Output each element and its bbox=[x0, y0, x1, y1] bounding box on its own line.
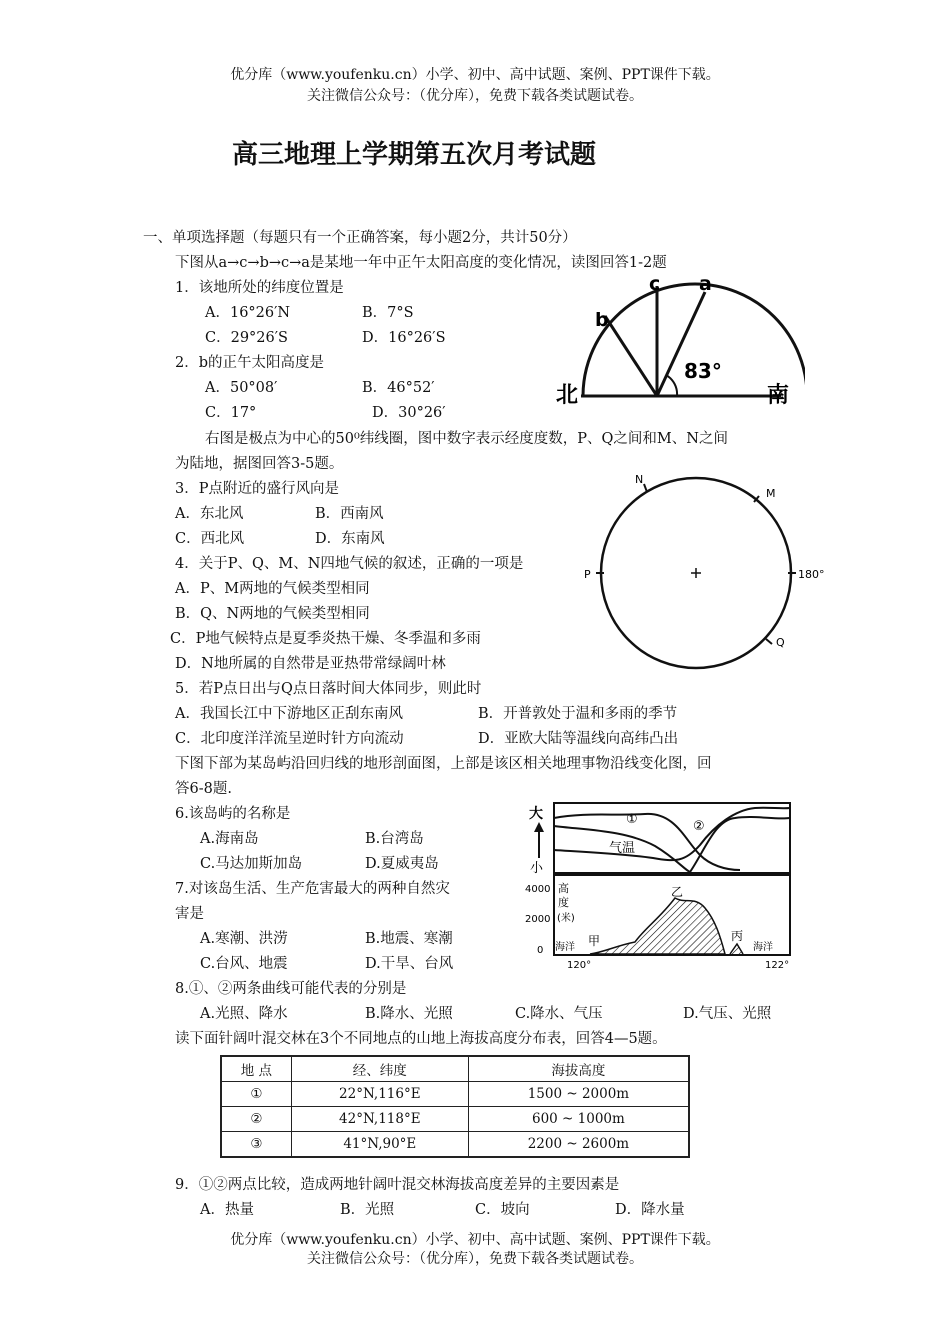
sun-altitude-figure bbox=[545, 270, 805, 415]
intro-3b: 答6-8题. bbox=[175, 781, 232, 797]
tick-q bbox=[766, 639, 772, 644]
q4-option-b: B．Q、N两地的气候类型相同 bbox=[175, 606, 370, 622]
q6-stem: 6.该岛屿的名称是 bbox=[175, 806, 291, 822]
label-b: b bbox=[595, 309, 609, 331]
label-south: 南 bbox=[767, 383, 790, 408]
label-ocean-left: 海洋 bbox=[555, 942, 575, 953]
page-title: 高三地理上学期第五次月考试题 bbox=[232, 140, 597, 170]
q9-option-b: B．光照 bbox=[340, 1202, 395, 1218]
tick-n bbox=[644, 484, 647, 492]
label-temp: 气温 bbox=[609, 841, 636, 856]
q5-stem: 5．若P点日出与Q点日落时间大体同步，则此时 bbox=[175, 681, 482, 697]
q5-option-a: A．我国长江中下游地区正刮东南风 bbox=[175, 706, 403, 722]
q1-option-a: A．16°26′N bbox=[205, 305, 291, 321]
label-north: 北 bbox=[556, 383, 579, 408]
q8-option-d: D.气压、光照 bbox=[683, 1006, 772, 1022]
label-unit: (米) bbox=[557, 913, 575, 924]
label-n: N bbox=[635, 473, 644, 486]
label-122: 122° bbox=[765, 960, 790, 971]
q3-stem: 3．P点附近的盛行风向是 bbox=[175, 481, 339, 497]
forest-altitude-table bbox=[220, 1055, 690, 1158]
label-yi: 乙 bbox=[671, 885, 684, 899]
q2-option-d: D．30°26′ bbox=[372, 405, 446, 421]
q4-stem: 4．关于P、Q、M、N四地气候的叙述，正确的一项是 bbox=[175, 556, 524, 572]
tick-2000: 2000 bbox=[525, 914, 551, 925]
table-header-cell: 海拔高度 bbox=[468, 1056, 689, 1082]
header-line-1: 优分库（www.youfenku.cn）小学、初中、高中试题、案例、PPT课件下载。 bbox=[230, 67, 720, 83]
q5-option-b: B．开普敦处于温和多雨的季节 bbox=[478, 706, 678, 722]
q9-option-a: A．热量 bbox=[200, 1202, 254, 1218]
angle-arc bbox=[666, 375, 677, 396]
intro-2a: 右图是极点为中心的50⁰纬线圈，图中数字表示经度度数，P、Q之间和M、N之间 bbox=[205, 431, 728, 447]
table-header-cell: 经、纬度 bbox=[291, 1056, 468, 1082]
label-jia: 甲 bbox=[588, 934, 601, 948]
q6-option-a: A.海南岛 bbox=[200, 831, 259, 847]
table-cell: ① bbox=[221, 1082, 291, 1107]
q3-option-b: B．西南风 bbox=[315, 506, 384, 522]
label-small: 小 bbox=[530, 861, 544, 876]
q6-option-b: B.台湾岛 bbox=[365, 831, 424, 847]
table-row bbox=[221, 1132, 689, 1158]
q2-option-c: C．17° bbox=[205, 405, 257, 421]
q7-stem-1: 7.对该岛生活、生产危害最大的两种自然灾 bbox=[175, 881, 450, 897]
label-m: M bbox=[766, 487, 776, 500]
label-alt: 高 bbox=[558, 882, 569, 895]
q4-option-d: D．N地所属的自然带是亚热带常绿阔叶林 bbox=[175, 656, 446, 672]
tick-0: 0 bbox=[537, 945, 544, 956]
q3-option-c: C．西北风 bbox=[175, 531, 245, 547]
footer-line-1: 优分库（www.youfenku.cn）小学、初中、高中试题、案例、PPT课件下载。 bbox=[230, 1232, 720, 1248]
small-hill bbox=[730, 944, 743, 954]
label-ocean-right: 海洋 bbox=[753, 942, 773, 953]
intro-4: 读下面针阔叶混交林在3个不同地点的山地上海拔高度分布表，回答4—5题。 bbox=[175, 1031, 667, 1047]
label-c: c bbox=[649, 273, 661, 295]
island-profile-figure bbox=[525, 800, 795, 972]
header-line-2: 关注微信公众号：（优分库），免费下载各类试题试卷。 bbox=[307, 88, 643, 104]
table-cell: 600 ~ 1000m bbox=[468, 1107, 689, 1132]
q8-option-c: C.降水、气压 bbox=[515, 1006, 603, 1022]
q8-stem: 8.①、②两条曲线可能代表的分别是 bbox=[175, 981, 407, 997]
ray-b bbox=[605, 316, 657, 396]
table-cell: 42°N,118°E bbox=[291, 1107, 468, 1132]
table-cell: ② bbox=[221, 1107, 291, 1132]
table-header-cell: 地 点 bbox=[221, 1056, 291, 1082]
q8-option-a: A.光照、降水 bbox=[200, 1006, 288, 1022]
tick-4000: 4000 bbox=[525, 884, 551, 895]
q7-option-d: D.干旱、台风 bbox=[365, 956, 454, 972]
q1-option-d: D．16°26′S bbox=[362, 330, 446, 346]
q6-option-d: D.夏威夷岛 bbox=[365, 856, 439, 872]
table-row bbox=[221, 1082, 689, 1107]
section-heading: 一、单项选择题（每题只有一个正确答案，每小题2分，共计50分） bbox=[143, 230, 577, 246]
arrow-up-icon bbox=[534, 822, 544, 832]
q9-stem: 9．①②两点比较，造成两地针阔叶混交林海拔高度差异的主要因素是 bbox=[175, 1177, 620, 1193]
q3-option-d: D．东南风 bbox=[315, 531, 385, 547]
curve-2 bbox=[554, 817, 790, 872]
label-p: P bbox=[584, 568, 591, 581]
label-curve-1: ① bbox=[626, 812, 638, 827]
island-profile bbox=[590, 898, 725, 954]
label-deg: 度 bbox=[558, 896, 569, 909]
label-120: 120° bbox=[567, 960, 592, 971]
table-cell: ③ bbox=[221, 1132, 291, 1158]
q9-option-c: C．坡向 bbox=[475, 1202, 530, 1218]
table-cell: 2200 ~ 2600m bbox=[468, 1132, 689, 1158]
label-angle: 83° bbox=[684, 359, 722, 383]
q7-option-a: A.寒潮、洪涝 bbox=[200, 931, 288, 947]
upper-panel bbox=[554, 803, 790, 873]
q2-option-b: B．46°52′ bbox=[362, 380, 435, 396]
q5-option-d: D．亚欧大陆等温线向高纬凸出 bbox=[478, 731, 679, 747]
label-a: a bbox=[699, 273, 712, 295]
q2-option-a: A．50°08′ bbox=[205, 380, 278, 396]
latitude-circle-figure bbox=[580, 470, 830, 680]
label-q: Q bbox=[776, 636, 785, 649]
q3-option-a: A．东北风 bbox=[175, 506, 244, 522]
table-cell: 1500 ~ 2000m bbox=[468, 1082, 689, 1107]
q7-option-b: B.地震、寒潮 bbox=[365, 931, 453, 947]
q1-stem: 1．该地所处的纬度位置是 bbox=[175, 280, 344, 296]
q1-option-c: C．29°26′S bbox=[205, 330, 288, 346]
q5-option-c: C．北印度洋洋流呈逆时针方向流动 bbox=[175, 731, 404, 747]
q9-option-d: D．降水量 bbox=[615, 1202, 685, 1218]
label-180: 180° bbox=[798, 568, 825, 581]
q2-stem: 2．b的正午太阳高度是 bbox=[175, 355, 325, 371]
label-big: 大 bbox=[529, 806, 543, 822]
footer-line-2: 关注微信公众号：（优分库），免费下载各类试题试卷。 bbox=[307, 1251, 643, 1267]
intro-2b: 为陆地，据图回答3-5题。 bbox=[175, 456, 344, 472]
table-cell: 22°N,116°E bbox=[291, 1082, 468, 1107]
q1-option-b: B．7°S bbox=[362, 305, 414, 321]
label-bing: 丙 bbox=[731, 929, 744, 943]
intro-3a: 下图下部为某岛屿沿回归线的地形剖面图，上部是该区相关地理事物沿线变化图，回 bbox=[175, 756, 712, 772]
q4-option-c: C．P地气候特点是夏季炎热干燥、冬季温和多雨 bbox=[170, 631, 481, 647]
q8-option-b: B.降水、光照 bbox=[365, 1006, 453, 1022]
q7-option-c: C.台风、地震 bbox=[200, 956, 288, 972]
q7-stem-2: 害是 bbox=[175, 906, 204, 922]
table-header-row bbox=[221, 1056, 689, 1082]
intro-1: 下图从a→c→b→c→a是某地一年中正午太阳高度的变化情况，读图回答1-2题 bbox=[175, 255, 667, 271]
table-row bbox=[221, 1107, 689, 1132]
table-cell: 41°N,90°E bbox=[291, 1132, 468, 1158]
q4-option-a: A．P、M两地的气候类型相同 bbox=[175, 581, 370, 597]
label-curve-2: ② bbox=[693, 819, 705, 834]
q6-option-c: C.马达加斯加岛 bbox=[200, 856, 303, 872]
